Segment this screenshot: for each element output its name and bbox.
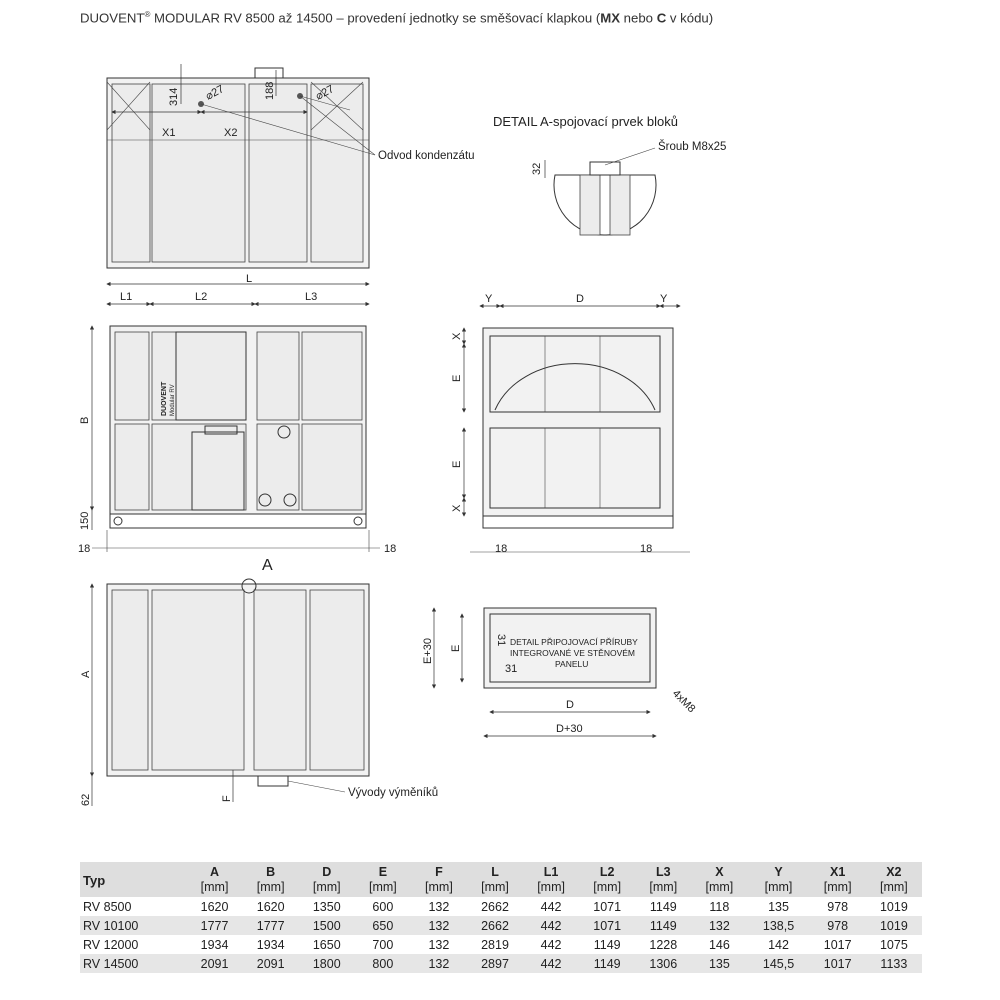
table-cell: 135 bbox=[768, 899, 789, 914]
detail-a-title: DETAIL A-spojovací prvek bloků bbox=[493, 114, 678, 129]
table-cell: 442 bbox=[540, 937, 562, 952]
dim-31-horizontal: 31 bbox=[505, 663, 518, 675]
table-cell: 1017 bbox=[810, 954, 866, 973]
flange-detail bbox=[422, 608, 697, 736]
table-cell: 1650 bbox=[312, 937, 341, 952]
header-b: B [mm] bbox=[243, 862, 299, 897]
table-cell: 1149 bbox=[579, 954, 635, 973]
table-cell: 146 bbox=[708, 937, 730, 952]
table-cell: 1620 bbox=[256, 899, 285, 914]
table-cell: 1149 bbox=[593, 937, 621, 952]
table-cell: 700 bbox=[372, 937, 394, 952]
table-cell: 118 bbox=[709, 899, 730, 914]
table-cell: 800 bbox=[355, 954, 411, 973]
table-cell: 1350 bbox=[312, 899, 341, 914]
dim-32: 32 bbox=[531, 162, 543, 175]
dim-x-bottom: X bbox=[451, 504, 463, 512]
dim-d30: D+30 bbox=[556, 723, 583, 735]
header-x2: X2 [mm] bbox=[866, 862, 922, 897]
diameter-right: ⌀27 bbox=[313, 83, 337, 103]
dim-d: D bbox=[576, 293, 584, 305]
table-cell: 1149 bbox=[635, 916, 691, 935]
table-cell: 132 bbox=[428, 937, 450, 952]
dim-18-right: 18 bbox=[384, 543, 397, 555]
page-title: DUOVENT® MODULAR RV 8500 až 14500 – provedení jednotky se směšovací klapkou (MX nebo C v kódu) bbox=[80, 10, 714, 26]
dim-314: 314 bbox=[168, 87, 180, 106]
dim-l2: L2 bbox=[195, 291, 208, 303]
dim-x-top: X bbox=[451, 332, 463, 340]
header-x1: X1 [mm] bbox=[810, 862, 866, 897]
header-typ: Typ bbox=[80, 862, 187, 897]
dimensions-table bbox=[80, 862, 922, 973]
table-cell: 1149 bbox=[649, 899, 677, 914]
table-cell-typ: RV 12000 bbox=[83, 937, 139, 952]
table-cell: 1306 bbox=[635, 954, 691, 973]
top-view bbox=[107, 64, 475, 268]
header-a: A [mm] bbox=[187, 862, 243, 897]
diameter-left: ⌀27 bbox=[203, 83, 227, 103]
dim-31-vertical: 31 bbox=[495, 634, 507, 647]
x2-label: X2 bbox=[224, 127, 238, 139]
header-l3: L3 [mm] bbox=[635, 862, 691, 897]
table-cell: 138,5 bbox=[747, 916, 809, 935]
table-cell: 2662 bbox=[481, 899, 509, 914]
dim-l: L bbox=[246, 273, 253, 285]
exchanger-label: Vývody výměníků bbox=[348, 787, 439, 799]
dim-l1: L1 bbox=[120, 291, 133, 303]
table-cell: 600 bbox=[372, 899, 394, 914]
dim-188: 188 bbox=[264, 81, 276, 100]
x1-label: X1 bbox=[162, 127, 176, 139]
table-cell: 978 bbox=[810, 916, 866, 935]
table-cell-typ: RV 10100 bbox=[80, 916, 187, 935]
table-cell: 1017 bbox=[823, 937, 852, 952]
table-cell: 1500 bbox=[299, 916, 355, 935]
table-cell: 650 bbox=[355, 916, 411, 935]
dim-f: F bbox=[221, 795, 233, 802]
table-cell: 135 bbox=[691, 954, 747, 973]
table-cell: 1620 bbox=[200, 899, 229, 914]
flange-note-2: INTEGROVANÉ VE STĚNOVÉM bbox=[510, 648, 636, 658]
dim-62: 62 bbox=[80, 793, 92, 806]
dim-e: E bbox=[450, 644, 462, 652]
dim-l3: L3 bbox=[305, 291, 318, 303]
table-cell: 1019 bbox=[879, 899, 908, 914]
front-view bbox=[78, 273, 396, 574]
table-cell: 442 bbox=[523, 954, 579, 973]
dim-150: 150 bbox=[79, 511, 91, 530]
table-row bbox=[80, 935, 922, 954]
side-dim-18-left: 18 bbox=[495, 543, 508, 555]
flange-note-3: PANELU bbox=[555, 659, 589, 669]
table-cell: 1075 bbox=[879, 937, 908, 952]
table-cell: 1777 bbox=[187, 916, 243, 935]
dim-y-left: Y bbox=[485, 293, 493, 305]
header-y: Y [mm] bbox=[747, 862, 809, 897]
table-body bbox=[80, 897, 922, 973]
table-cell: 442 bbox=[523, 916, 579, 935]
table-cell: 2091 bbox=[187, 954, 243, 973]
table-cell: 132 bbox=[411, 916, 467, 935]
condensate-label: Odvod kondenzátu bbox=[378, 150, 475, 162]
header-l2: L2 [mm] bbox=[579, 862, 635, 897]
screw-label: Šroub M8x25 bbox=[658, 141, 727, 153]
dim-e-bottom: E bbox=[451, 460, 463, 468]
logo-line1: DUOVENT bbox=[161, 381, 168, 416]
table-cell: 1934 bbox=[256, 937, 285, 952]
header-e: E [mm] bbox=[355, 862, 411, 897]
dim-b: B bbox=[79, 416, 91, 424]
table-cell: 1071 bbox=[593, 899, 622, 914]
side-view bbox=[451, 293, 690, 555]
table-cell: 2662 bbox=[467, 916, 523, 935]
dim-e-top: E bbox=[451, 374, 463, 382]
table-cell: 132 bbox=[411, 954, 467, 973]
table-cell: 1071 bbox=[579, 916, 635, 935]
table-cell: 978 bbox=[827, 899, 849, 914]
dim-a: A bbox=[80, 670, 92, 678]
table-cell: 2897 bbox=[467, 954, 523, 973]
table-cell: 2819 bbox=[481, 937, 509, 952]
table-cell: 1934 bbox=[200, 937, 229, 952]
header-d: D [mm] bbox=[299, 862, 355, 897]
table-cell: 1777 bbox=[243, 916, 299, 935]
table-header-row bbox=[80, 862, 922, 897]
table-cell-typ: RV 8500 bbox=[83, 899, 132, 914]
table-cell: 1019 bbox=[866, 916, 922, 935]
detail-a bbox=[493, 114, 726, 235]
table-row bbox=[80, 916, 922, 935]
table-cell: 1800 bbox=[299, 954, 355, 973]
table-row bbox=[80, 897, 922, 916]
table-cell: 132 bbox=[691, 916, 747, 935]
table-cell: 132 bbox=[428, 899, 450, 914]
header-l: L [mm] bbox=[467, 862, 523, 897]
table-cell: 1133 bbox=[866, 954, 922, 973]
table-cell-typ: RV 14500 bbox=[80, 954, 187, 973]
table-cell: 442 bbox=[540, 899, 562, 914]
header-l1: L1 [mm] bbox=[523, 862, 579, 897]
header-x: X [mm] bbox=[691, 862, 747, 897]
bolts-label: 4xM8 bbox=[669, 687, 698, 716]
dim-18-left: 18 bbox=[78, 543, 91, 555]
header-f: F [mm] bbox=[411, 862, 467, 897]
dim-e30: E+30 bbox=[422, 638, 434, 664]
dim-y-right: Y bbox=[660, 293, 668, 305]
logo-line2: Modular RV bbox=[170, 384, 176, 416]
table-cell: 1228 bbox=[649, 937, 678, 952]
a-marker: A bbox=[262, 557, 273, 574]
side-dim-18-right: 18 bbox=[640, 543, 653, 555]
table-cell: 142 bbox=[768, 937, 789, 952]
table-row bbox=[80, 954, 922, 973]
plan-view bbox=[80, 579, 438, 806]
flange-note-1: DETAIL PŘIPOJOVACÍ PŘÍRUBY bbox=[510, 637, 638, 647]
table-cell: 2091 bbox=[243, 954, 299, 973]
dim-d-flange: D bbox=[566, 699, 574, 711]
table-cell: 145,5 bbox=[747, 954, 809, 973]
